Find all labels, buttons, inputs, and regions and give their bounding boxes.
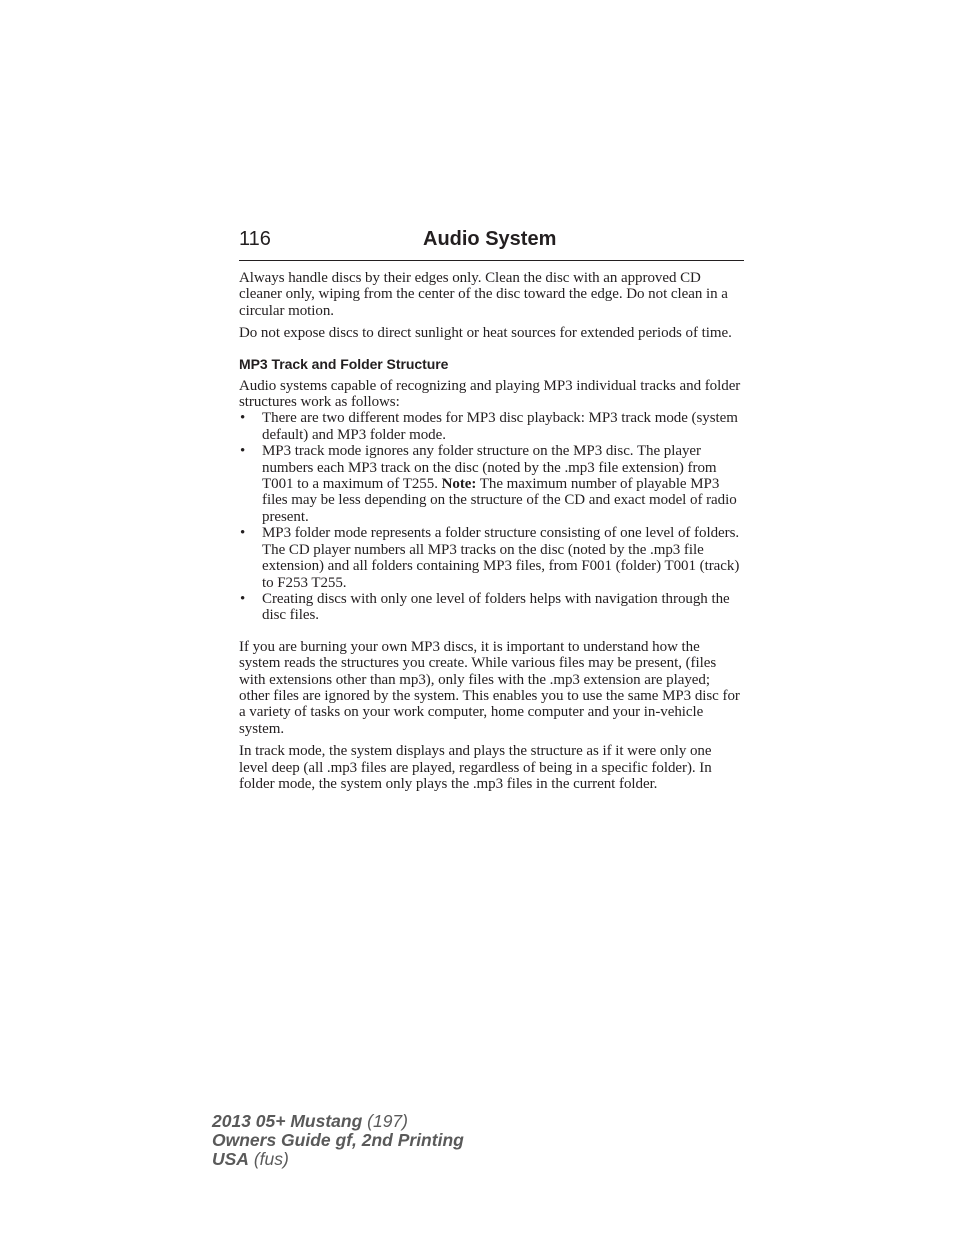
subheading-mp3-structure: MP3 Track and Folder Structure [239, 355, 449, 372]
bullet-text: There are two different modes for MP3 disc playback: MP3 track mode (system default) and MP3 folder mode. [262, 410, 738, 443]
section-title: Audio System [423, 228, 557, 250]
page-footer [212, 1112, 464, 1169]
bullet-text: MP3 track mode ignores any folder structure on the MP3 disc. The player numbers each MP3 track on the disc (noted by the .mp3 file extension) from T001 to a maximum of T255. [262, 443, 717, 493]
list-item [239, 591, 744, 624]
list-item [239, 525, 744, 591]
bullet-icon: • [240, 525, 246, 542]
paragraph-track-mode: In track mode, the system displays and plays the structure as if it were only one level deep (all .mp3 files are played, regardless of being in a specific folder). In folder mode, the system only plays the .mp3 files in the current folder. [239, 743, 712, 792]
footer-line-model [212, 1112, 464, 1131]
footer-region-code: (fus) [248, 1149, 289, 1169]
page-header [239, 228, 744, 261]
footer-model-name: 2013 05+ Mustang [212, 1111, 363, 1131]
manual-page [239, 228, 744, 798]
paragraph-disc-handling: Always handle discs by their edges only. Clean the disc with an approved CD cleaner only, wiping from the center of the disc toward the edge. Do not clean in a circular motion. [239, 270, 728, 319]
paragraph-disc-exposure: Do not expose discs to direct sunlight or heat sources for extended periods of time. [239, 325, 732, 342]
list-item [239, 443, 744, 525]
mp3-bullet-list [239, 410, 744, 623]
footer-line-region [212, 1150, 464, 1169]
page-body [239, 270, 744, 792]
footer-model-code: (197) [362, 1111, 408, 1131]
bullet-icon: • [240, 590, 246, 607]
footer-guide-name: Owners Guide gf, 2nd Printing [212, 1130, 464, 1150]
bullet-text: MP3 folder mode represents a folder structure consisting of one level of folders. The CD player numbers all MP3 tracks on the disc (noted by the .mp3 file extension) and all folders containing MP3 files, from F001 (folder) T001 (track) to F253 T255. [262, 525, 740, 591]
bullet-text: Creating discs with only one level of folders helps with navigation through the disc files. [262, 590, 730, 624]
paragraph-burning-discs: If you are burning your own MP3 discs, it is important to understand how the system reads the structures you create. While various files may be present, (files with extensions other than mp3), only files with the .mp3 extension are played; other files are ignored by the system. This enables you to use the same MP3 disc for a variety of tasks on your work computer, home computer and your in-vehicle system. [239, 638, 740, 737]
page-number: 116 [239, 228, 271, 250]
footer-region: USA [212, 1149, 249, 1169]
list-item [239, 410, 744, 443]
bullet-text-continued: The maximum number of playable MP3 files may be less depending on the structure of the CD and exact model of radio present. [262, 476, 737, 525]
bullet-icon: • [240, 410, 246, 427]
footer-line-guide [212, 1131, 464, 1150]
bullet-icon: • [240, 443, 246, 460]
note-label: Note: [441, 476, 477, 493]
paragraph-mp3-intro: Audio systems capable of recognizing and playing MP3 individual tracks and folder structures work as follows: [239, 377, 741, 411]
